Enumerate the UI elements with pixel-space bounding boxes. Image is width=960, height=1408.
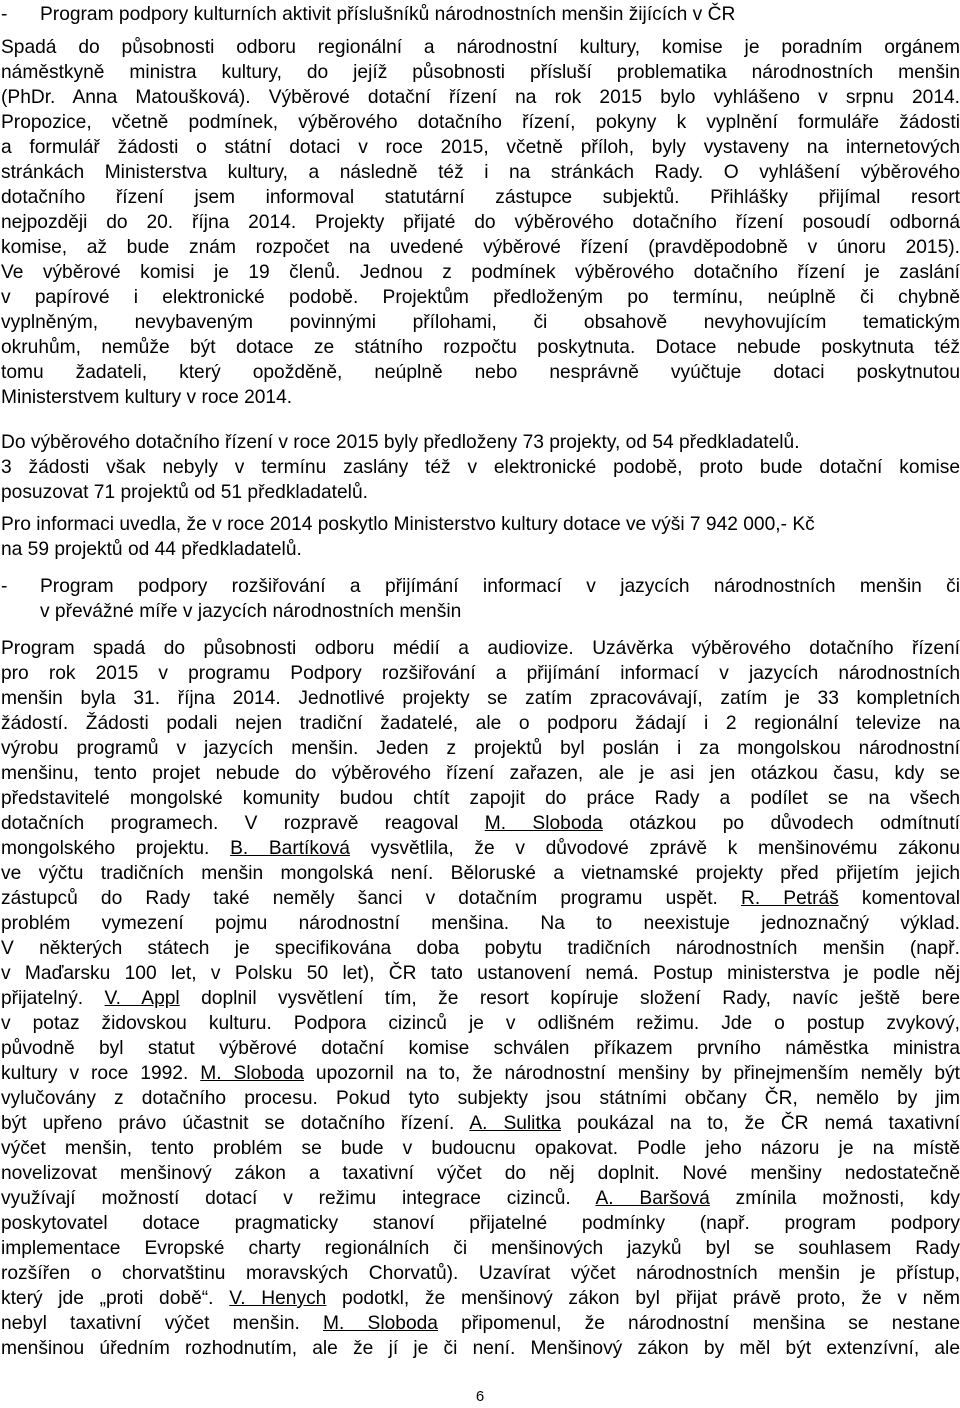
paragraph-line: menšinu, tento projet nebude do výběrového řízení zařazen, ale je asi jen otázkou času, kdy se <box>1 763 960 784</box>
paragraph-line: a formulář žádosti o státní dotaci v roce 2015, včetně příloh, byly vystaveny na internetových <box>1 137 960 158</box>
paragraph-line: vyplněným, nevybaveným povinnými přílohami, či obsahově nevyhovujícím tematickým <box>1 312 960 333</box>
paragraph-line: využívají možností dotací v režimu integrace cizinců. A. Baršová zmínila možnosti, kdy <box>1 1188 960 1209</box>
paragraph-line: představitelé mongolské komunity budou chtít zapojit do práce Rady a podílet se na všech <box>1 788 960 809</box>
paragraph-line: pro rok 2015 v programu Podpory rozšiřování a přijímání informací v jazycích národnostních <box>1 663 960 684</box>
paragraph-line: nejpozději do 20. října 2014. Projekty přijaté do výběrového dotačního řízení posoudí odborná <box>1 212 960 233</box>
paragraph-line: rozšířen o chorvatštinu moravských Chorvatů). Uzavírat výčet národnostních menšin je přístup, <box>1 1263 960 1284</box>
bullet-dash: - <box>1 576 8 597</box>
speaker-name: R. Petráš <box>740 888 839 909</box>
paragraph-line: na 59 projektů od 44 předkladatelů. <box>1 539 302 560</box>
paragraph-line: původně byl statut výběrové dotační komise schválen příkazem prvního náměstka ministra <box>1 1038 960 1059</box>
speaker-name: A. Baršová <box>595 1188 710 1209</box>
paragraph-line: 3 žádosti však nebyly v termínu zaslány též v elektronické podobě, proto bude dotační komise <box>1 457 960 478</box>
paragraph-line: tomu žadateli, který opožděně, neúplně nebo nesprávně vyúčtuje dotaci poskytnutou <box>1 362 960 383</box>
paragraph-line: dotačního řízení jsem informoval statutární zástupce subjektů. Přihlášky přijímal resort <box>1 187 960 208</box>
paragraph-line: Ministerstvem kultury v roce 2014. <box>1 387 293 408</box>
paragraph-line: Spadá do působnosti odboru regionální a národnostní kultury, komise je poradním orgánem <box>1 37 960 58</box>
paragraph-line: okruhům, nemůže být dotace ze státního rozpočtu poskytnuta. Dotace nebude poskytnuta též <box>1 337 960 358</box>
paragraph-line: v potaz židovskou kulturu. Podpora cizinců je v odlišném režimu. Jde o postup zvykový, <box>1 1013 960 1034</box>
page-number: 6 <box>475 1388 485 1405</box>
paragraph-line: menšin byla 31. října 2014. Jednotlivé projekty se zatím zpracovávají, zatím je 33 kompletních <box>1 688 960 709</box>
speaker-name: M. Sloboda <box>484 813 603 834</box>
paragraph-line: ve výčtu tradičních menšin mongolská není. Běloruské a vietnamské projekty před přijetím jejich <box>1 863 960 884</box>
paragraph-line: implementace Evropské charty regionálních či menšinových jazyků byl se souhlasem Rady <box>1 1238 960 1259</box>
paragraph-line: v Maďarsku 100 let, v Polsku 50 let), ČR tato ustanovení nemá. Postup ministerstva je podle něj <box>1 963 960 984</box>
paragraph-line: Program spadá do působnosti odboru médií a audiovize. Uzávěrka výběrového dotačního řízení <box>1 638 960 659</box>
paragraph-line: problém vymezení pojmu národnostní menšina. Na to neexistuje jednoznačný výklad. <box>1 913 960 934</box>
speaker-name: M. Sloboda <box>200 1063 304 1084</box>
paragraph-line: menšinou úředním rozhodnutím, ale že jí je či není. Menšinový zákon by měl být extenzívní, ale <box>1 1338 960 1359</box>
paragraph-line: V některých státech je specifikována doba pobytu tradičních národnostních menšin (např. <box>1 938 960 959</box>
speaker-name: B. Bartíková <box>230 838 350 859</box>
paragraph-line: posuzovat 71 projektů od 51 předkladatelů. <box>1 482 368 503</box>
section-heading-media: Program podpory rozšiřování a přijímání informací v jazycích národnostních menšin či <box>40 576 960 597</box>
paragraph-line: výrobu programů v jazycích menšin. Jeden z projektů byl poslán i za mongolskou národnostní <box>1 738 960 759</box>
paragraph-line: komise, až bude znám rozpočet na uvedené výběrové řízení (pravděpodobně v únoru 2015). <box>1 237 960 258</box>
speaker-name: V. Henych <box>229 1288 327 1309</box>
paragraph-line: nebyl taxativní výčet menšin. M. Sloboda připomenul, že národnostní menšina se nestane <box>1 1313 960 1334</box>
paragraph-line: výčet menšin, tento problém se bude v budoucnu opakovat. Podle jeho názoru je na místě <box>1 1138 960 1159</box>
bullet-dash: - <box>1 4 8 25</box>
paragraph-line: v papírové i elektronické podobě. Projektům předloženým po termínu, neúplně či chybně <box>1 287 960 308</box>
paragraph-line: mongolského projektu. B. Bartíková vysvětlila, že v důvodové zprávě k menšinovému zákonu <box>1 838 960 859</box>
paragraph-line: Pro informaci uvedla, že v roce 2014 poskytlo Ministerstvo kultury dotace ve výši 7 942 000,- Kč <box>1 514 815 535</box>
paragraph-line: (PhDr. Anna Matoušková). Výběrové dotační řízení na rok 2015 bylo vyhlášeno v srpnu 2014. <box>1 87 960 108</box>
paragraph-line: novelizovat menšinový zákon a taxativní výčet do něj doplnit. Nové menšiny nedostatečně <box>1 1163 960 1184</box>
section-heading-kulturni-aktivity: Program podpory kulturních aktivit příslušníků národnostních menšin žijících v ČR <box>40 4 736 25</box>
paragraph-line: dotačních programech. V rozpravě reagoval M. Sloboda otázkou po důvodech odmítnutí <box>1 813 960 834</box>
paragraph-line: vylučovány z dotačního procesu. Pokud tyto subjekty jsou státními občany ČR, nemělo by jim <box>1 1088 960 1109</box>
speaker-name: V. Appl <box>104 988 180 1009</box>
section-heading-media: v převážné míře v jazycích národnostních menšin <box>40 601 462 622</box>
paragraph-line: který jde „proti době“. V. Henych podotkl, že menšinový zákon byl přijat právě proto, že v něm <box>1 1288 960 1309</box>
paragraph-line: Ve výběrové komisi je 19 členů. Jednou z podmínek výběrového dotačního řízení je zaslání <box>1 262 960 283</box>
paragraph-line: přijatelný. V. Appl doplnil vysvětlení tím, že resort kopíruje složení Rady, navíc ještě bere <box>1 988 960 1009</box>
paragraph-line: poskytovatel dotace pragmaticky stanoví přijatelné podmínky (např. program podpory <box>1 1213 960 1234</box>
paragraph-line: žádostí. Žádosti podali nejen tradiční žadatelé, ale o podporu žádají i 2 regionální televize na <box>1 713 960 734</box>
speaker-name: M. Sloboda <box>323 1313 438 1334</box>
paragraph-line: stránkách Ministerstva kultury, a následně též i na stránkách Rady. O vyhlášení výběrového <box>1 162 960 183</box>
speaker-name: A. Sulitka <box>469 1113 562 1134</box>
paragraph-line: Propozice, včetně podmínek, výběrového dotačního řízení, pokyny k vyplnění formuláře žádosti <box>1 112 960 133</box>
paragraph-line: Do výběrového dotačního řízení v roce 2015 byly předloženy 73 projekty, od 54 předkladatelů. <box>1 432 800 453</box>
paragraph-line: náměstkyně ministra kultury, do jejíž působnosti přísluší problematika národnostních menšin <box>1 62 960 83</box>
paragraph-line: zástupců do Rady také neměly šanci v dotačním programu uspět. R. Petráš komentoval <box>1 888 960 909</box>
paragraph-line: být upřeno právo účastnit se dotačního řízení. A. Sulitka poukázal na to, že ČR nemá taxativní <box>1 1113 960 1134</box>
paragraph-line: kultury v roce 1992. M. Sloboda upozornil na to, že národnostní menšiny by přinejmenším neměly být <box>1 1063 960 1084</box>
